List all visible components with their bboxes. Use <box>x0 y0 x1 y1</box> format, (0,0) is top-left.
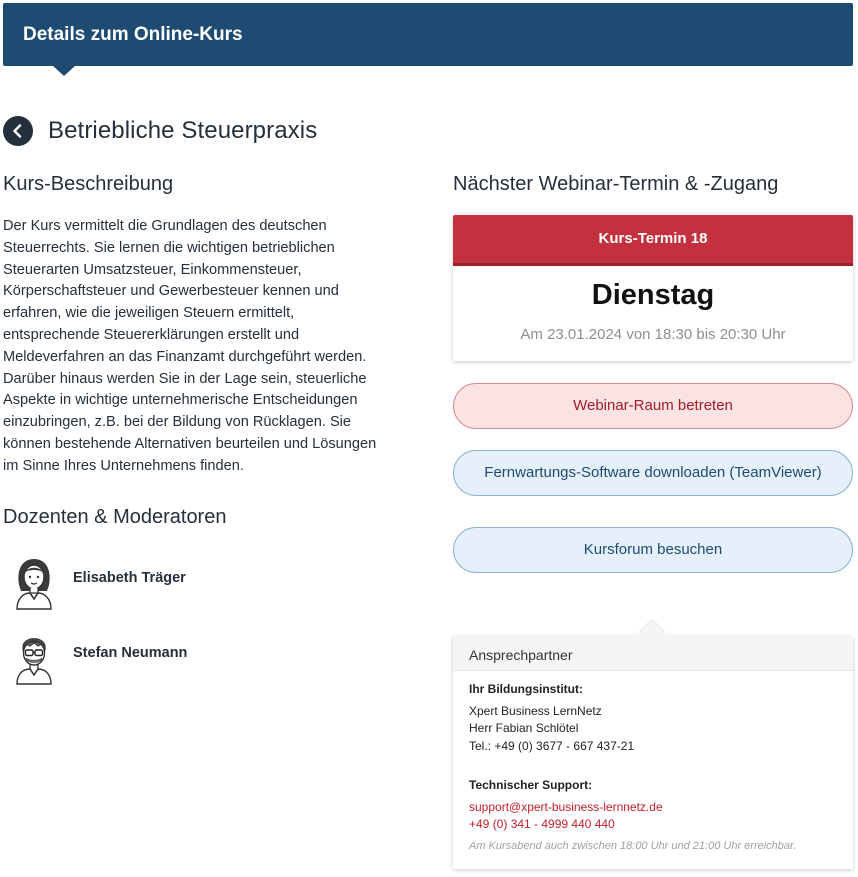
description-line: einzubringen, z.B. bei der Bildung von Rücklagen. Sie <box>3 414 352 431</box>
back-button[interactable] <box>3 116 33 146</box>
webinar-date-card <box>453 215 853 361</box>
description-line: entsprechende Steuererklärungen erstellt und <box>3 326 300 343</box>
description-line: Meldeverfahren an das Finanzamt durchgeführt werden. <box>3 348 367 365</box>
description-line: können bestehende Alternativen beurteilen und Lösungen <box>3 435 377 452</box>
description-line: im Sinne Ihres Unternehmens finden. <box>3 457 244 474</box>
header-title: Details zum Online-Kurs <box>23 24 243 45</box>
male-avatar-icon <box>12 630 56 686</box>
description-line: Aspekte in wichtige unternehmerische Entscheidungen <box>3 392 358 409</box>
description-line: erfahren, wie die jeweiligen Steuern ermittelt, <box>3 305 295 322</box>
contact-panel <box>453 636 853 869</box>
course-term-label: Kurs-Termin 18 <box>598 230 708 247</box>
instructor-name: Stefan Neumann <box>73 645 188 661</box>
chevron-left-icon <box>3 116 33 146</box>
support-email-link[interactable]: support@xpert-business-lernnetz.de <box>469 800 663 814</box>
institute-name: Xpert Business LernNetz <box>469 704 602 718</box>
description-heading: Kurs-Beschreibung <box>3 173 174 195</box>
page-header-bar <box>3 3 853 66</box>
instructor-item <box>12 630 312 686</box>
course-description <box>3 216 403 478</box>
description-line: Darüber hinaus werden Sie in der Lage sein, steuerliche <box>3 370 367 387</box>
instructor-item <box>12 555 312 611</box>
webinar-time: Am 23.01.2024 von 18:30 bis 20:30 Uhr <box>520 326 786 343</box>
instructors-heading: Dozenten & Moderatoren <box>3 506 227 528</box>
support-phone-link[interactable]: +49 (0) 341 - 4999 440 440 <box>469 817 615 831</box>
support-label: Technischer Support: <box>469 778 593 792</box>
visit-course-forum-button[interactable]: Kursforum besuchen <box>453 527 853 573</box>
institute-label: Ihr Bildungsinstitut: <box>469 682 583 696</box>
institute-person: Herr Fabian Schlötel <box>469 721 579 735</box>
course-term-header <box>453 215 853 266</box>
enter-webinar-room-button[interactable]: Webinar-Raum betreten <box>453 383 853 429</box>
description-line: Steuerarten Umsatzsteuer, Einkommensteuer, <box>3 261 302 278</box>
course-title: Betriebliche Steuerpraxis <box>48 117 318 144</box>
support-hours-note: Am Kursabend auch zwischen 18:00 Uhr und 21:00 Uhr erreichbar. <box>469 840 797 852</box>
webinar-day: Dienstag <box>591 279 715 311</box>
contact-heading: Ansprechpartner <box>469 647 573 663</box>
description-line: Körperschaftsteuer und Gewerbesteuer kennen und <box>3 283 339 300</box>
description-line: Der Kurs vermittelt die Grundlagen des deutschen <box>3 218 327 234</box>
institute-phone: Tel.: +49 (0) 3677 - 667 437-21 <box>469 739 635 753</box>
description-line: Steuerrechts. Sie lernen die wichtigen betrieblichen <box>3 239 335 256</box>
instructor-name: Elisabeth Träger <box>73 570 186 586</box>
download-teamviewer-button[interactable]: Fernwartungs-Software downloaden (TeamViewer) <box>453 450 853 496</box>
female-avatar-icon <box>12 555 56 611</box>
header-pointer <box>53 66 75 76</box>
webinar-heading: Nächster Webinar-Termin & -Zugang <box>453 173 779 195</box>
